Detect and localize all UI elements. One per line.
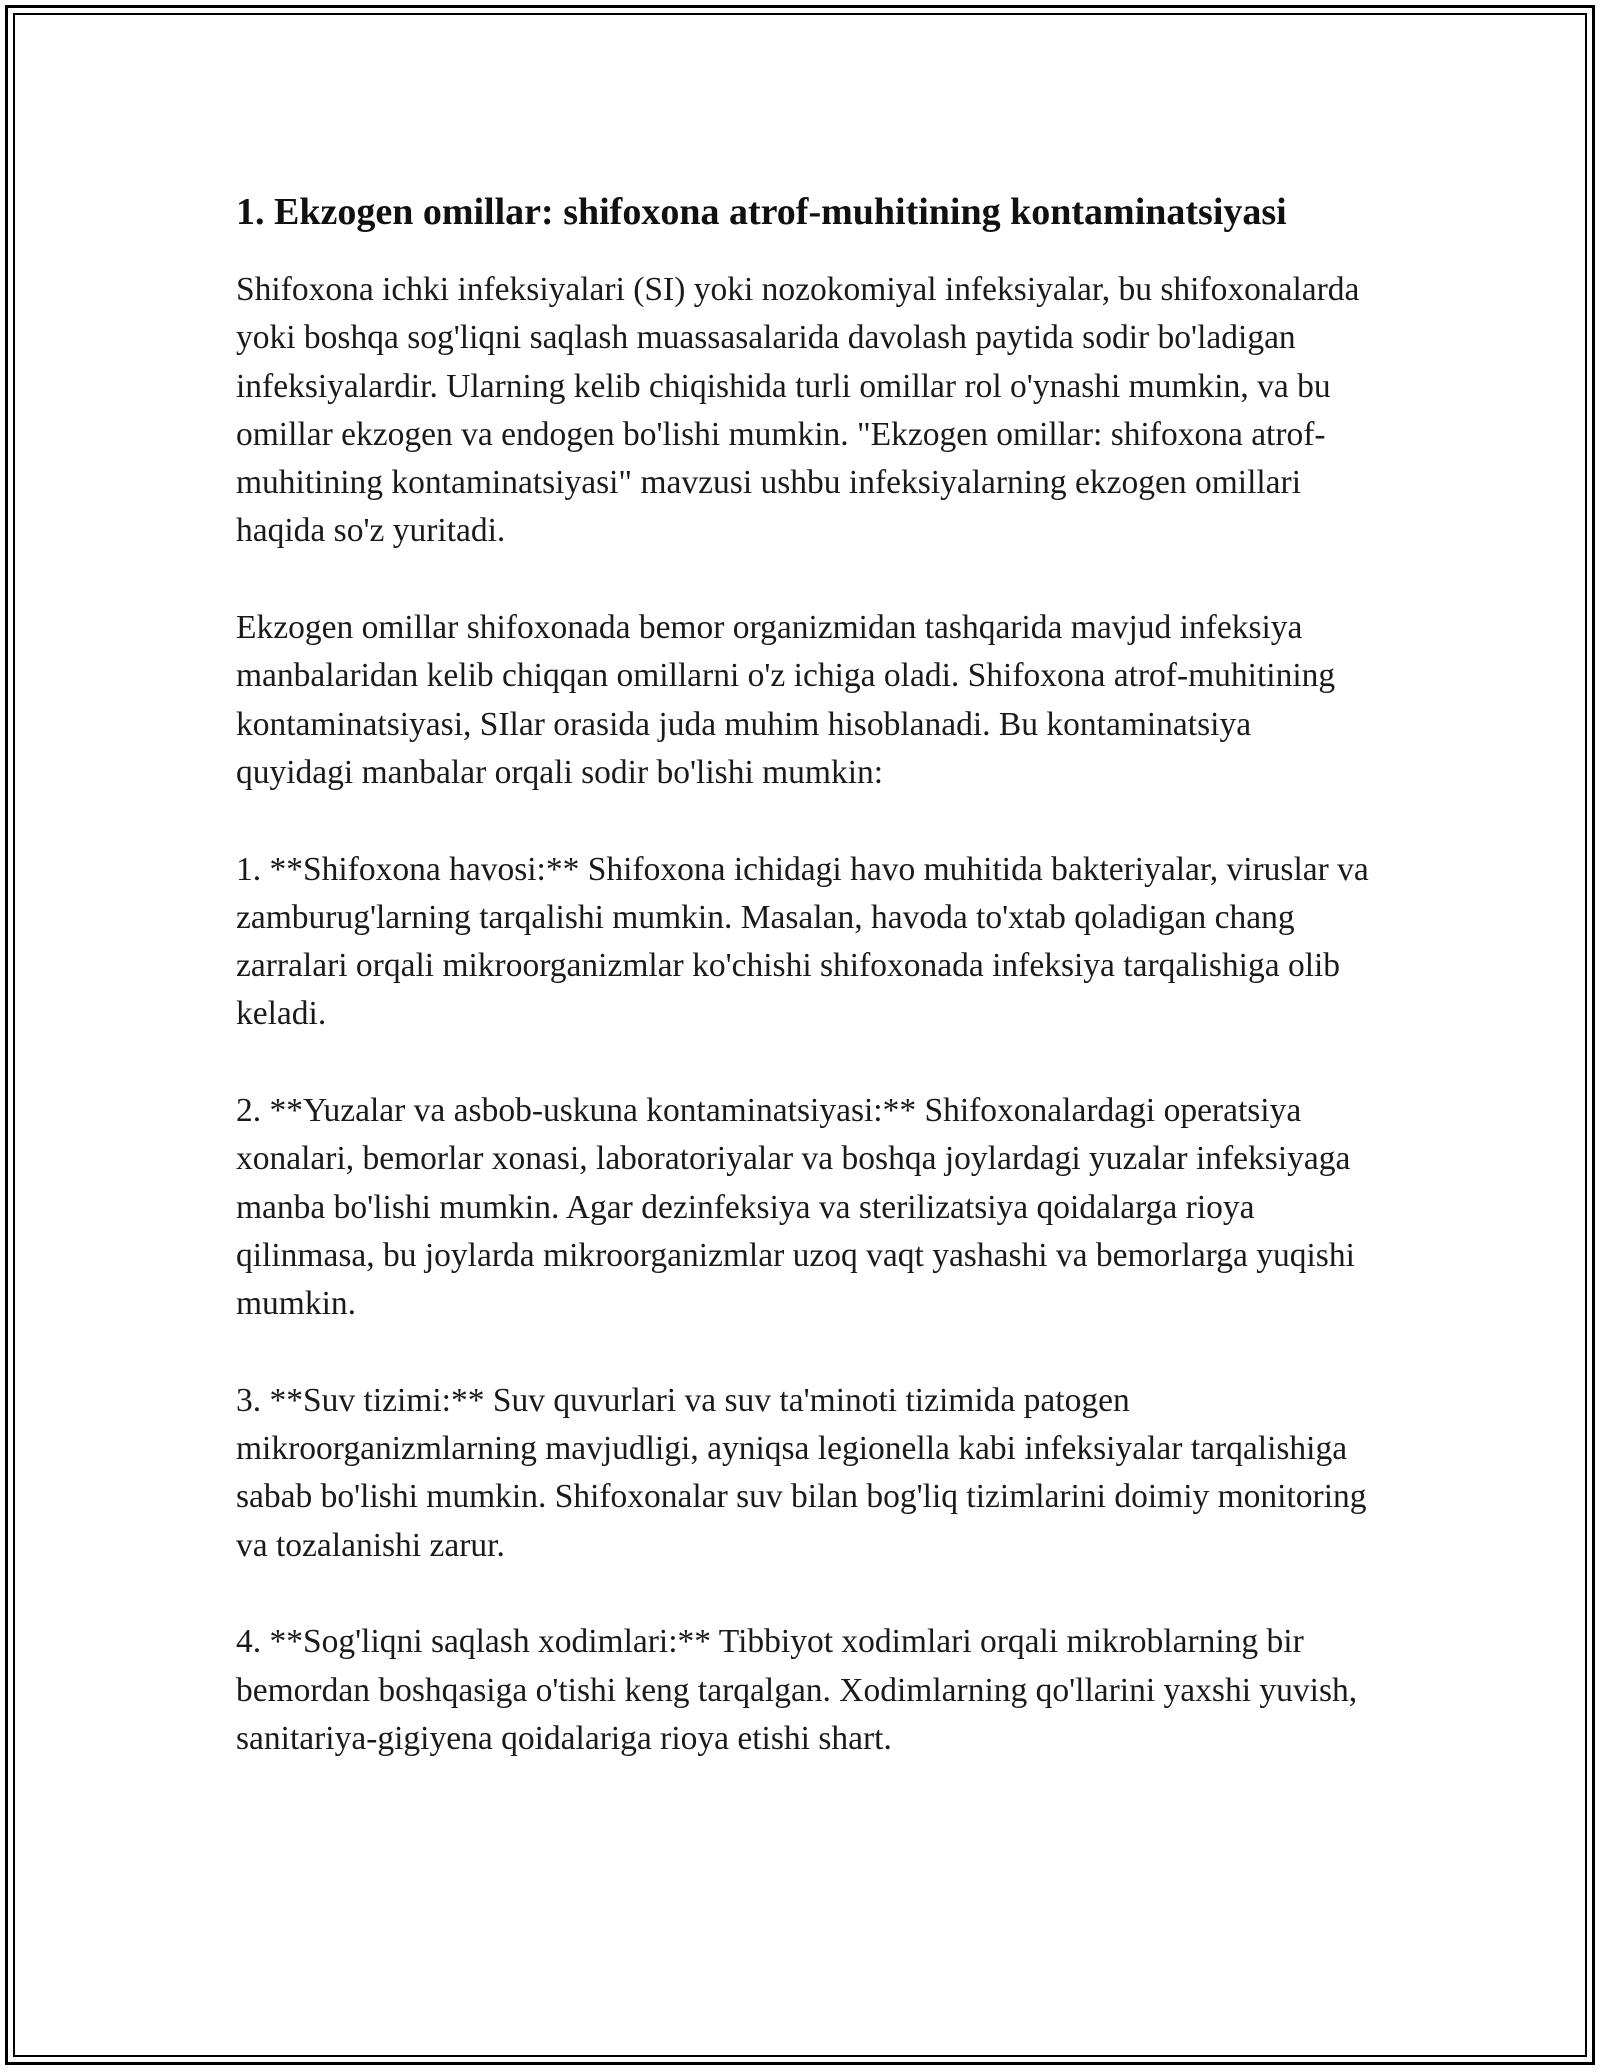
list-item-water-system: 3. **Suv tizimi:** Suv quvurlari va suv ta'minoti tizimida patogen mikroorganizmlarning mavjudligi, ayniqsa legionella kabi infeksiyalar tarqalishiga sabab bo'lishi mumkin. Shifoxonalar suv bilan bog'liq tizimlarini doimiy monitoring va tozalanishi zarur. (236, 1381, 1367, 1564)
paragraph-intro: Shifoxona ichki infeksiyalari (SI) yoki nozokomiyal infeksiyalar, bu shifoxonalarda yoki boshqa sog'liqni saqlash muassasalarida davolash paytida sodir bo'ladigan infeksiyalardir. Ularning kelib chiqishida turli omillar rol o'ynashi mumkin, va bu omillar ekzogen va endogen bo'lishi mumkin. "Ekzogen omillar: shifoxona atrof-muhitining kontaminatsiyasi" mavzusi ushbu infeksiyalarning ekzogen omillari haqida so'z yuritadi. (236, 271, 1360, 550)
document-body (236, 185, 1376, 1812)
list-item-surfaces-equipment: 2. **Yuzalar va asbob-uskuna kontaminatsiyasi:** Shifoxonalardagi operatsiya xonalari, bemorlar xonasi, laboratoriyalar va boshqa joylardagi yuzalar infeksiyaga manba bo'lishi mumkin. Agar dezinfeksiya va sterilizatsiya qoidalarga rioya qilinmasa, bu joylarda mikroorganizmlar uzoq vaqt yashashi va bemorlarga yuqishi mumkin. (236, 1092, 1355, 1323)
paragraph-exogenous-factors: Ekzogen omillar shifoxonada bemor organizmidan tashqarida mavjud infeksiya manbalaridan kelib chiqqan omillarni o'z ichiga oladi. Shifoxona atrof-muhitining kontaminatsiyasi, SIlar orasida juda muhim hisoblanadi. Bu kontaminatsiya quyidagi manbalar orqali sodir bo'lishi mumkin: (236, 609, 1336, 791)
list-item-hospital-air: 1. **Shifoxona havosi:** Shifoxona ichidagi havo muhitida bakteriyalar, viruslar va zamburug'larning tarqalishi mumkin. Masalan, havoda to'xtab qoladigan chang zarralari orqali mikroorganizmlar ko'chishi shifoxonada infeksiya tarqalishiga olib keladi. (236, 850, 1369, 1033)
list-item-healthcare-workers: 4. **Sog'liqni saqlash xodimlari:** Tibbiyot xodimlari orqali mikroblarning bir bemordan boshqasiga o'tishi keng tarqalgan. Xodimlarning qo'llarini yaxshi yuvish, sanitariya-gigiyena qoidalariga rioya etishi shart. (236, 1623, 1358, 1757)
section-heading: 1. Ekzogen omillar: shifoxona atrof-muhitining kontaminatsiyasi (236, 191, 1287, 233)
